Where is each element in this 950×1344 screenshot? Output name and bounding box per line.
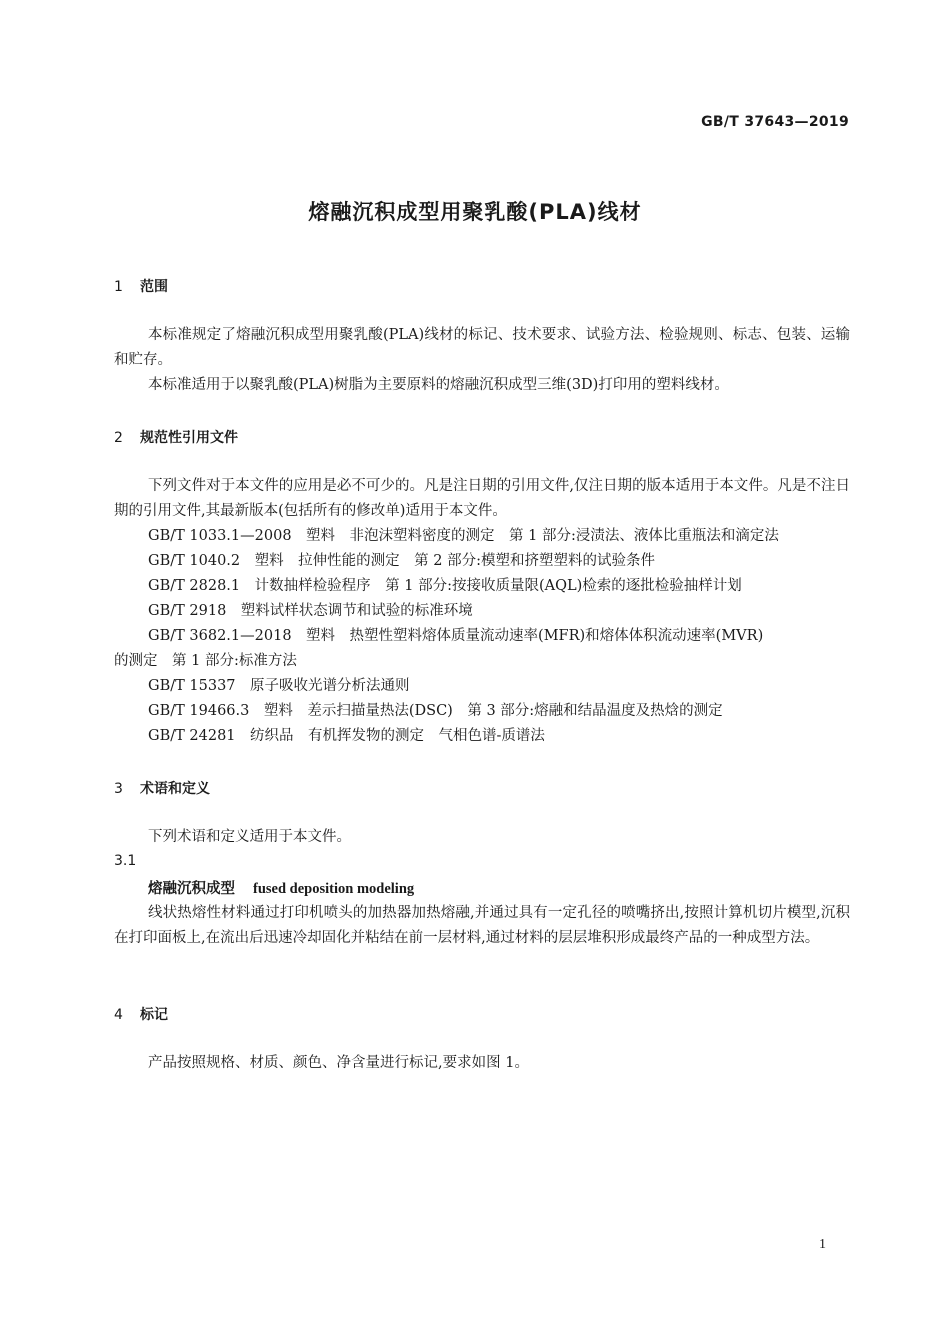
section-title: 术语和定义 — [140, 781, 210, 797]
section-4-paragraph: 产品按照规格、材质、颜色、净含量进行标记,要求如图 1。 — [148, 1055, 529, 1071]
section-title: 标记 — [140, 1007, 168, 1023]
reference-item: GB/T 19466.3 塑料 差示扫描量热法(DSC) 第 3 部分:熔融和结晶温度及热焓的测定 — [148, 703, 723, 719]
reference-item: GB/T 1040.2 塑料 拉伸性能的测定 第 2 部分:模塑和挤塑塑料的试验条件 — [148, 553, 655, 569]
section-number: 3 — [114, 781, 123, 797]
reference-item-continuation: 的测定 第 1 部分:标准方法 — [114, 653, 297, 669]
section-number: 1 — [114, 279, 123, 295]
section-title: 规范性引用文件 — [140, 430, 238, 446]
section-1-paragraph-1: 本标准规定了熔融沉积成型用聚乳酸(PLA)线材的标记、技术要求、试验方法、检验规则、标志、包装、运输和贮存。 — [114, 327, 850, 368]
section-number: 4 — [114, 1007, 123, 1023]
section-3-intro: 下列术语和定义适用于本文件。 — [148, 829, 351, 845]
section-3-heading — [114, 778, 210, 798]
standard-code: GB/T 37643—2019 — [701, 114, 849, 130]
reference-item: GB/T 3682.1—2018 塑料 热塑性塑料熔体质量流动速率(MFR)和熔体体积流动速率(MVR) — [148, 628, 764, 644]
term-number: 3.1 — [114, 853, 137, 869]
document-title: 熔融沉积成型用聚乳酸(PLA)线材 — [308, 200, 642, 224]
term-name-en: fused deposition modeling — [253, 881, 415, 897]
term-title — [148, 877, 414, 898]
section-4-heading — [114, 1004, 168, 1024]
section-number: 2 — [114, 430, 123, 446]
page-number: 1 — [819, 1237, 826, 1252]
reference-item: GB/T 1033.1—2008 塑料 非泡沫塑料密度的测定 第 1 部分:浸渍法、液体比重瓶法和滴定法 — [148, 528, 779, 544]
section-2-intro: 下列文件对于本文件的应用是必不可少的。凡是注日期的引用文件,仅注日期的版本适用于本文件。凡是不注日期的引用文件,其最新版本(包括所有的修改单)适用于本文件。 — [114, 478, 850, 519]
section-1-paragraph-2: 本标准适用于以聚乳酸(PLA)树脂为主要原料的熔融沉积成型三维(3D)打印用的塑料线材。 — [148, 377, 729, 393]
term-name-cn: 熔融沉积成型 — [148, 881, 235, 897]
section-1-heading — [114, 276, 168, 296]
reference-item: GB/T 2918 塑料试样状态调节和试验的标准环境 — [148, 603, 473, 619]
reference-item: GB/T 24281 纺织品 有机挥发物的测定 气相色谱-质谱法 — [148, 728, 545, 744]
reference-item: GB/T 15337 原子吸收光谱分析法通则 — [148, 678, 410, 694]
section-title: 范围 — [140, 279, 168, 295]
section-2-heading — [114, 427, 238, 447]
term-definition: 线状热熔性材料通过打印机喷头的加热器加热熔融,并通过具有一定孔径的喷嘴挤出,按照计算机切片模型,沉积在打印面板上,在流出后迅速冷却固化并粘结在前一层材料,通过材料的层层堆积形成最终产品的一种成型方法。 — [114, 905, 850, 946]
reference-item: GB/T 2828.1 计数抽样检验程序 第 1 部分:按接收质量限(AQL)检索的逐批检验抽样计划 — [148, 578, 742, 594]
